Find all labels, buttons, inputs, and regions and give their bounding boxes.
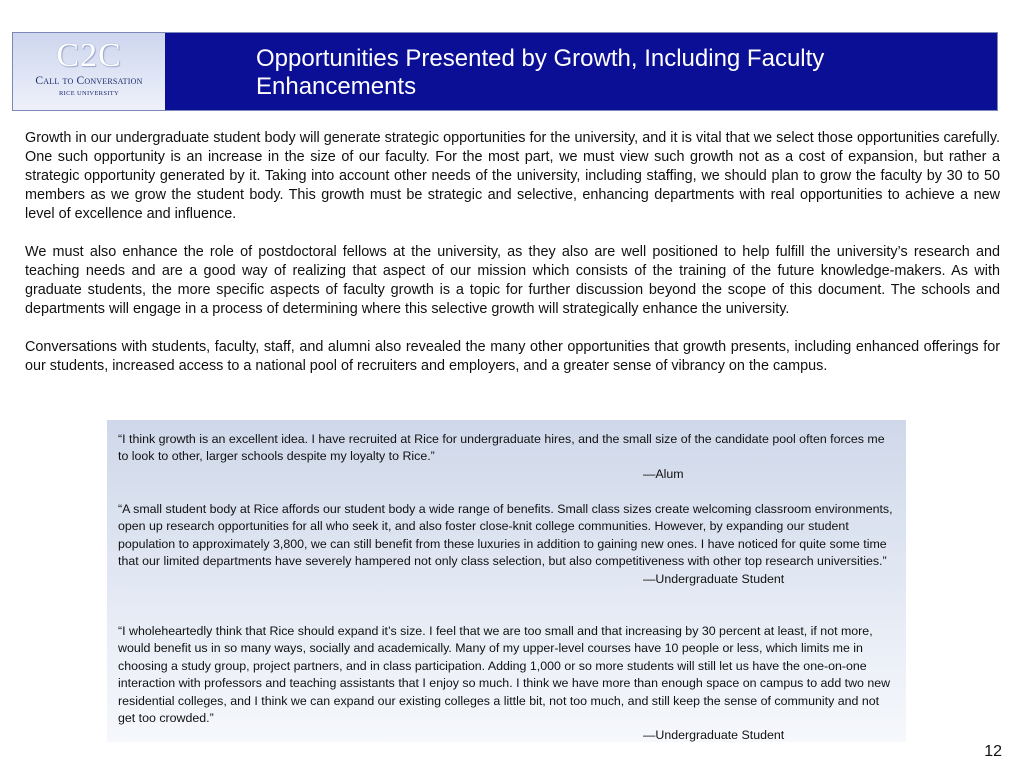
- quote-student-2: [118, 623, 898, 745]
- body-paragraph: Conversations with students, faculty, staff, and alumni also revealed the many other opportunities that growth presents, including enhanced offerings for our students, increased access to a national pool of recruiters and employers, and a greater sense of vibrancy on the campus.: [25, 339, 1000, 374]
- quote-attribution: —Undergraduate Student: [643, 728, 785, 743]
- slide-header: [12, 32, 998, 111]
- quote-attribution: —Alum: [643, 466, 684, 481]
- logo-subtitle: Call to Conversation: [35, 75, 143, 87]
- quote-alum: [118, 431, 898, 483]
- slide-title: Opportunities Presented by Growth, Including Faculty Enhancements: [256, 45, 825, 100]
- logo-mark: C2C: [56, 37, 122, 74]
- body-paragraph: Growth in our undergraduate student body will generate strategic opportunities for the university, and it is vital that we select those opportunities carefully. One such opportunity is an increase in the size of our faculty. For the most part, we must view such growth not as a cost of expansion, but rather a strategic opportunity generated by it. Taking into account other needs of the university, including staffing, we should plan to grow the faculty by 30 to 50 members as we grow the student body. This growth must be strategic and selective, enhancing departments with real opportunities to achieve a new level of excellence and influence.: [25, 130, 1000, 222]
- quote-attribution: —Undergraduate Student: [643, 571, 785, 586]
- quote-text: “I wholeheartedly think that Rice should expand it’s size. I feel that we are too small and that increasing by 30 percent at least, if not more, would benefit us in so many ways, socially and academically. Many of my upper-level courses have 10 people or less, which limits me in choosing a study group, project partners, and in class participation. Adding 1,000 or so more students will still let us have the one-on-one interaction with professors and teaching assistants that I enjoy so much. I think we have more than enough space on campus to add two new residential colleges, and I think we can expand our existing colleges a little bit, not too much, and still keep the sense of community and not get too crowded.”: [118, 624, 891, 726]
- body-paragraph: We must also enhance the role of postdoctoral fellows at the university, as they also are well positioned to help fulfill the university’s research and teaching needs and are a good way of realizing that aspect of our mission which consists of the training of the future knowledge-makers. As with graduate students, the more specific aspects of faculty growth is a topic for further discussion beyond the scope of this document. The schools and departments will engage in a process of determining where this selective growth will strategically enhance the university.: [25, 244, 1000, 317]
- quote-text: “I think growth is an excellent idea. I have recruited at Rice for undergraduate hires, and the small size of the candidate pool often forces me to look to other, larger schools despite my loyalty to Rice.”: [118, 432, 885, 464]
- quote-text: “A small student body at Rice affords our student body a wide range of benefits. Small class sizes create welcoming classroom environments, open up research opportunities for all who seek it, and also foster close-knit college communities. However, by expanding our student population to approximately 3,800, we can still benefit from these luxuries in addition to gaining new ones. I have noticed for quite some time that our limited departments have severely hampered not only class selection, but also competitiveness with other top research universities.”: [118, 502, 893, 569]
- body-text: [25, 129, 1000, 395]
- quote-student-1: [118, 501, 898, 588]
- logo-university: RICE UNIVERSITY: [59, 90, 119, 97]
- quotes-box: [107, 420, 906, 742]
- c2c-logo: [13, 33, 165, 110]
- page-number: 12: [984, 743, 1002, 760]
